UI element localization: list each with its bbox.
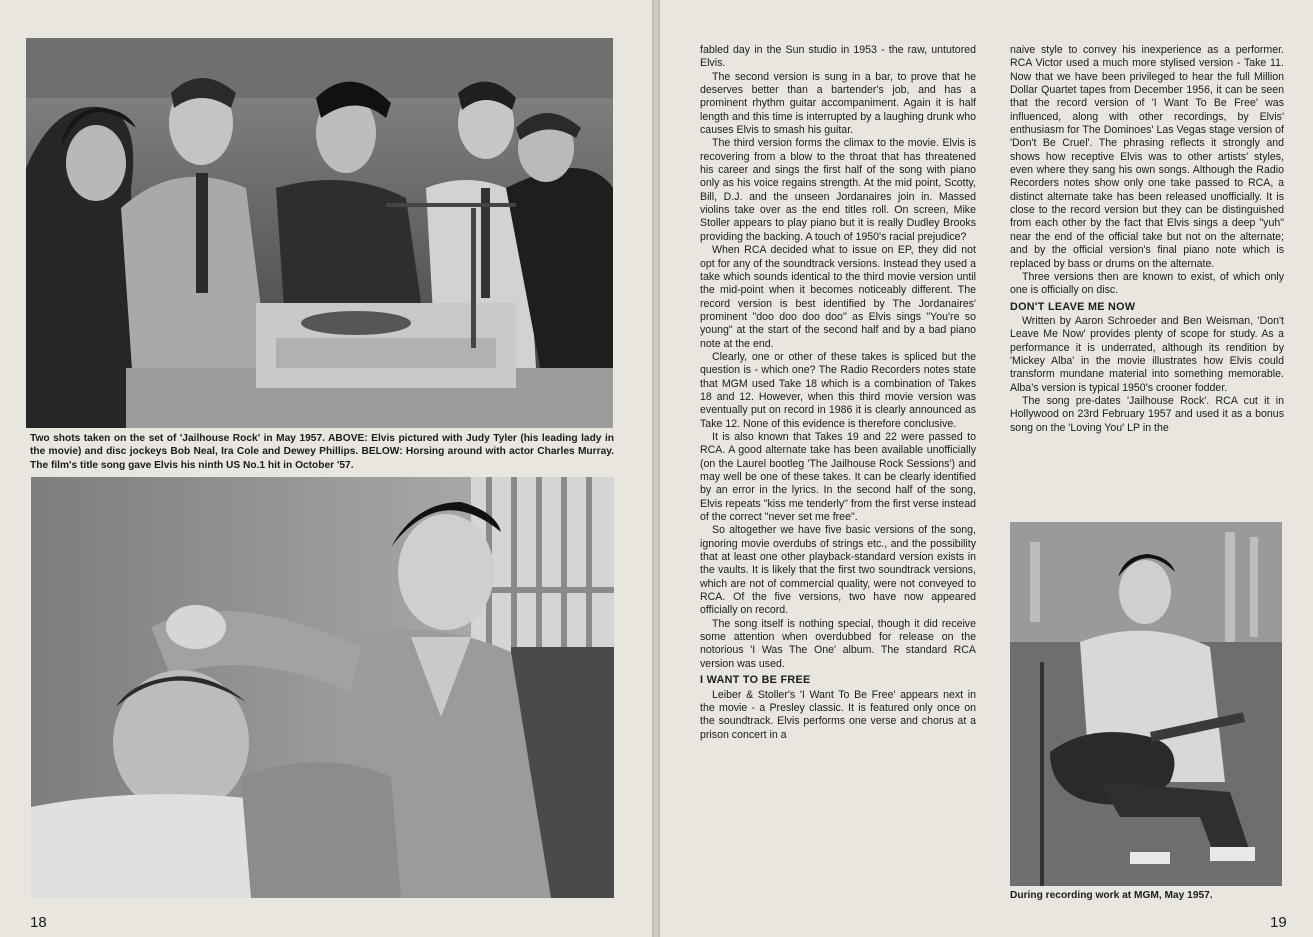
section-heading-dont-leave-me-now: DON'T LEAVE ME NOW	[1010, 300, 1136, 313]
paragraph: The song pre-dates 'Jailhouse Rock'. RCA cut it in Hollywood on 23rd February 1957 and used it as a bonus song on the 'Loving You' LP in the	[1010, 394, 1284, 434]
paragraph: Three versions then are known to exist, of which only one is officially on disc.	[1010, 270, 1284, 297]
caption-top-photos: Two shots taken on the set of 'Jailhouse Rock' in May 1957. ABOVE: Elvis pictured with Judy Tyler (his leading lady in the movie) and disc jockeys Bob Neal, Ira Cole and Dewey Phillips. BELOW: Horsing around with actor Charles Murray. The film's title song gave Elvis his ninth US No.1 hit in October '57.	[30, 433, 614, 471]
photo-elvis-charles-murray	[31, 477, 614, 898]
page-gutter	[652, 0, 660, 937]
page-number-right: 19	[1270, 914, 1287, 931]
paragraph: It is also known that Takes 19 and 22 were passed to RCA. A good alternate take has been available unofficially (on the Laurel bootleg 'The Jailhouse Rock Sessions') and may well be one of these takes. It can be clearly identified by an error in the lyrics. In the second half of the song, Elvis repeats "kiss me tenderly" from the first verse instead of the correct "never set me free".	[700, 430, 976, 524]
paragraph: When RCA decided what to issue on EP, they did not opt for any of the soundtrack versions. Instead they used a take which sounds identical to the third movie version until the mid-point when it becomes noticeably different. The record version is best identified by The Jordanaires' prominent "doo doo doo doo" as Elvis sings "You're so young" at the start of the second half and by a bad piano note at the end.	[700, 244, 976, 350]
paragraph: naive style to convey his inexperience as a performer. RCA Victor used a much more stylised version - Take 11. Now that we have been privileged to hear the full Million Dollar Quartet tapes from December 1956, it can be seen that the record version of 'I Want To Be Free' was influenced, along with other recordings, by Elvis' enthusiasm for The Dominoes' Las Vegas stage version of 'Don't Be Cruel'. The phrasing reflects it strongly and shows how receptive Elvis was to other artists' styles, even where they sang his own songs. Although the Radio Recorders notes show only one take passed to RCA, a distinct alternate take has been released unofficially. It is close to the record version but they can be distinguished from each other by the fact that Elvis sings a deep "yuh" near the end of the official take but not on the alternate; and by the official version's final piano note which is replaced by bass or drums on the alternate.	[1010, 44, 1284, 270]
section-heading-i-want-to-be-free: I WANT TO BE FREE	[700, 674, 811, 687]
paragraph: Written by Aaron Schroeder and Ben Weisman, 'Don't Leave Me Now' provides plenty of scope for study. As a performance it is underrated, although its rendition by 'Mickey Alba' in the movie illustrates how Elvis could transform mundane material into something memorable. Alba's version is typical 1950's crooner fodder.	[1010, 314, 1284, 394]
text-column-2	[1010, 44, 1284, 435]
page-number-left: 18	[30, 914, 47, 931]
photo-jailhouse-set-group	[26, 38, 613, 428]
paragraph: Clearly, one or other of these takes is spliced but the question is - which one? The Radio Recorders notes state that MGM used Take 18 which is a combination of Takes 18 and 12. However, when this third movie version was eventually put on record in 1986 it is clearly announced as Take 12. None of this evidence is therefore conclusive.	[700, 350, 976, 430]
text-column-1	[700, 44, 976, 742]
caption-recording-photo: During recording work at MGM, May 1957.	[1010, 890, 1213, 901]
paragraph: The song itself is nothing special, though it did receive some attention when overdubbed for release on the notorious 'I Was The One' album. The standard RCA version was used.	[700, 617, 976, 670]
paragraph: fabled day in the Sun studio in 1953 - the raw, untutored Elvis.	[700, 44, 976, 70]
paragraph: The second version is sung in a bar, to prove that he deserves better than a bartender's job, and has a prominent rhythm guitar accompaniment. Again it is half length and this time is interrupted by a laughing drunk who causes Elvis to smash his guitar.	[700, 70, 976, 137]
paragraph: The third version forms the climax to the movie. Elvis is recovering from a blow to the throat that has threatened his career and sings the first half of the song with piano only as his voice regains strength. At the mid point, Scotty, Bill, D.J. and the unseen Jordanaires join in. Massed violins take over as the end titles roll. On screen, Mike Stoller appears to play piano but it is really Dudley Brooks providing the backing. A touch of 1950's racial prejudice?	[700, 137, 976, 243]
photo-recording-mgm	[1010, 522, 1282, 886]
paragraph: So altogether we have five basic versions of the song, ignoring movie overdubs of strings etc., and the possibility that at least one other playback-standard version exists in the vaults. It is likely that the first two soundtrack versions, which are not of commercial quality, were not conveyed to RCA. Of the five versions, two have now appeared officially on record.	[700, 524, 976, 617]
paragraph: Leiber & Stoller's 'I Want To Be Free' appears next in the movie - a Presley classic. It is featured only once on the soundtrack. Elvis performs one verse and chorus at a prison concert in a	[700, 688, 976, 741]
